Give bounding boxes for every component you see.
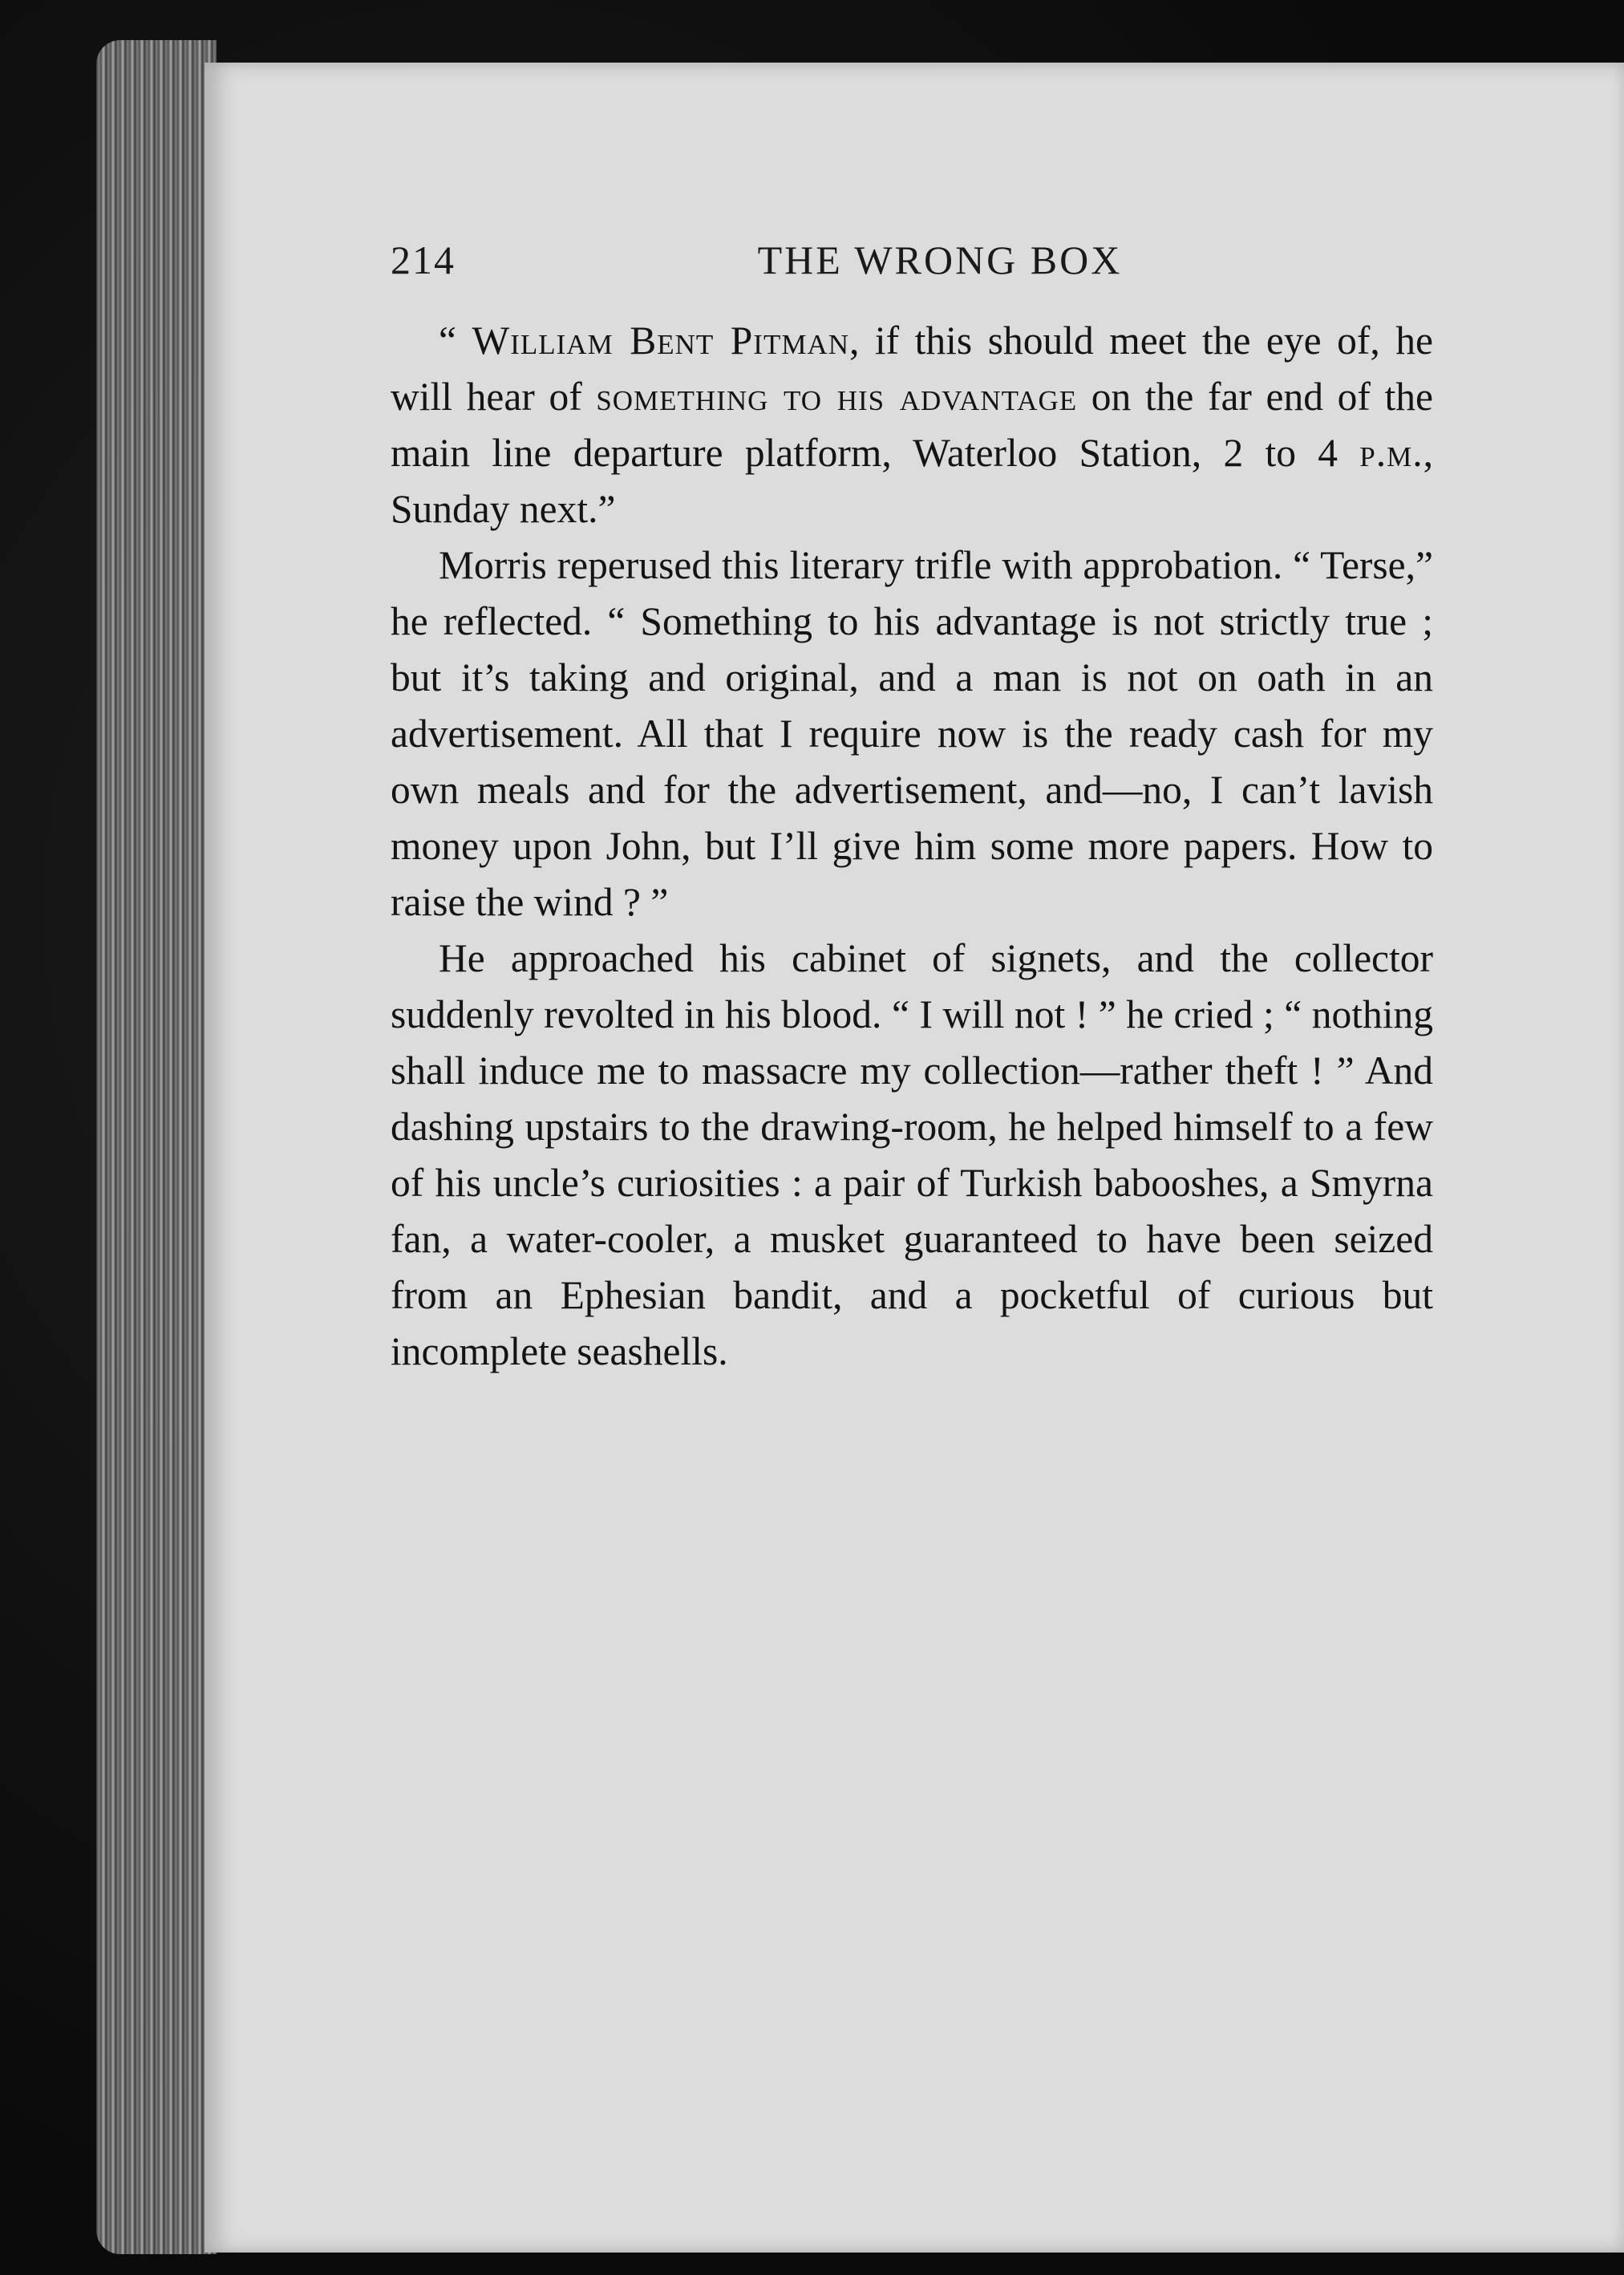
advert-end: , Sunday next.” [391, 431, 1433, 531]
running-head [391, 237, 1457, 293]
book-page-edges [96, 40, 217, 2254]
page-number: 214 [391, 237, 456, 282]
running-title: THE WRONG BOX [757, 237, 1123, 282]
paragraph-advertisement [391, 313, 1433, 537]
advert-small-caps: something to his advantage [596, 375, 1078, 419]
advert-open-quote: “ [439, 318, 472, 363]
body-text [391, 313, 1433, 1380]
paragraph-morris: Morris reperused this literary trifle with approbation. “ Terse,” he reflected. “ Something to his advantage is not strictly true ; but it’s taking and original, and a man is not on oath in an advertisement. All that I require now is the ready cash for my own meals and for the advertisement, and—no, I can’t lavish money upon John, but I’ll give him some more papers. How to raise the wind ? ” [391, 543, 1433, 924]
advert-tail: on the far end of the main line departure platform, Waterloo Station, 2 to 4 [391, 375, 1433, 475]
advert-middle: , if this should meet the eye of, he will hear of [391, 318, 1433, 419]
paragraph-cabinet: He approached his cabinet of signets, and the collector suddenly revolted in his blood. “ I will not ! ” he cried ; “ nothing shall induce me to massacre my collection—rather theft ! ” And dashing upstairs to the drawing-room, he helped himself to a few of his uncle’s curiosities : a pair of Turkish babooshes, a Smyrna fan, a water-cooler, a musket guaranteed to have been seized from an Ephesian bandit, and a pocketful of curious but incomplete seashells. [391, 936, 1433, 1373]
advert-pm: p.m. [1359, 431, 1424, 475]
advert-name: William Bent Pitman [472, 318, 850, 363]
